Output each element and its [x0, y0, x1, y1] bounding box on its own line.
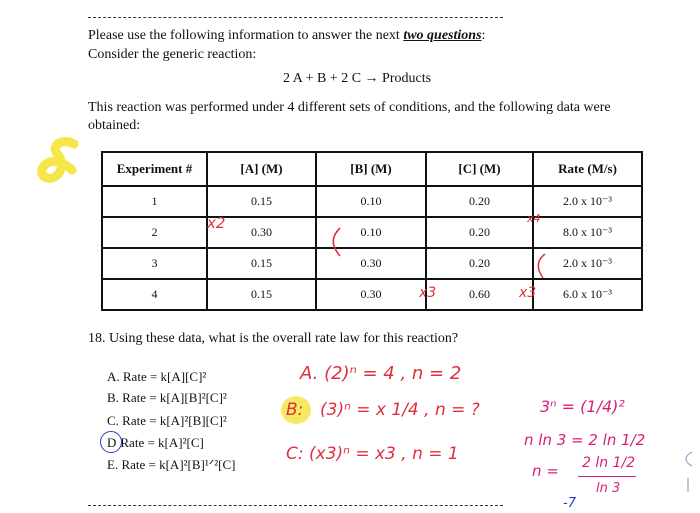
table-row — [102, 186, 642, 217]
side-work-3: n = — [532, 462, 559, 480]
option-c: C. Rate = k[A]²[B][C]² — [107, 413, 227, 428]
fraction-bar — [578, 476, 636, 477]
cell: 0.30 — [207, 217, 316, 248]
option-b: B. Rate = k[A][B]²[C]² — [107, 390, 227, 405]
option-a: A. Rate = k[A][C]² — [107, 369, 207, 384]
header-rate: Rate (M/s) — [533, 152, 642, 186]
annotation-x3-c: x3 — [419, 285, 437, 301]
header-a: [A] (M) — [207, 152, 316, 186]
side-work-numerator: 2 ln 1/2 — [582, 455, 636, 471]
annotation-x2: x2 — [207, 214, 226, 232]
work-a: A. (2)ⁿ = 4 , n = 2 — [300, 363, 462, 384]
description-line-1: This reaction was performed under 4 different sets of conditions, and the following data were — [88, 100, 611, 115]
cell: 0.15 — [207, 248, 316, 279]
cell: 0.20 — [426, 248, 533, 279]
cell: 2.0 x 10⁻³ — [533, 186, 642, 217]
cell: 0.60 — [426, 279, 533, 310]
header-c: [C] (M) — [426, 152, 533, 186]
description-line-2: obtained: — [88, 118, 141, 133]
question-text: 18. Using these data, what is the overall rate law for this reaction? — [88, 331, 459, 346]
intro-line-1: Please use the following information to answer the next two questions: — [88, 28, 486, 43]
cell: 0.30 — [316, 279, 426, 310]
cell: 0.10 — [316, 186, 426, 217]
side-work-2: n ln 3 = 2 ln 1/2 — [524, 431, 646, 449]
cell: 0.15 — [207, 279, 316, 310]
bottom-divider — [88, 505, 503, 506]
two-questions-emphasis: two questions — [403, 28, 482, 43]
cell: 0.10 — [316, 217, 426, 248]
cell: 8.0 x 10⁻³ — [533, 217, 642, 248]
side-work-4: -7 — [563, 496, 576, 511]
option-e: E. Rate = k[A]²[B]¹ᐟ²[C] — [107, 457, 236, 472]
header-b: [B] (M) — [316, 152, 426, 186]
work-b: (3)ⁿ = x 1/4 , n = ? — [320, 400, 480, 420]
annotation-x4: x4 — [527, 212, 541, 225]
cell: 2.0 x 10⁻³ — [533, 248, 642, 279]
cell: 4 — [102, 279, 207, 310]
cell: 0.20 — [426, 186, 533, 217]
cell: 0.30 — [316, 248, 426, 279]
edge-scribble — [682, 448, 696, 498]
cell: 0.15 — [207, 186, 316, 217]
table-row — [102, 217, 642, 248]
top-divider — [88, 17, 503, 18]
table-header-row — [102, 152, 642, 186]
cell: 2 — [102, 217, 207, 248]
annotation-bracket-rate — [533, 252, 547, 282]
answer-circle — [100, 431, 122, 453]
annotation-bracket — [328, 226, 344, 260]
work-c: C: (x3)ⁿ = x3 , n = 1 — [286, 444, 459, 464]
data-table — [101, 151, 643, 311]
highlighter-mark — [34, 134, 86, 190]
cell: 6.0 x 10⁻³ — [533, 279, 642, 310]
annotation-x3-rate: x3 — [519, 285, 537, 301]
table-row — [102, 279, 642, 310]
cell: 3 — [102, 248, 207, 279]
side-work-1: 3ⁿ = (1/4)² — [540, 397, 625, 416]
option-d: D Rate = k[A]²[C] — [107, 435, 204, 450]
option-d-letter: D — [107, 435, 117, 450]
cell: 0.20 — [426, 217, 533, 248]
reaction-equation: 2 A + B + 2 C → Products — [283, 71, 432, 86]
intro-line-2: Consider the generic reaction: — [88, 47, 257, 62]
work-b-label: B: — [286, 400, 304, 420]
header-experiment: Experiment # — [102, 152, 207, 186]
table-row — [102, 248, 642, 279]
side-work-denominator: ln 3 — [596, 481, 621, 496]
cell: 1 — [102, 186, 207, 217]
